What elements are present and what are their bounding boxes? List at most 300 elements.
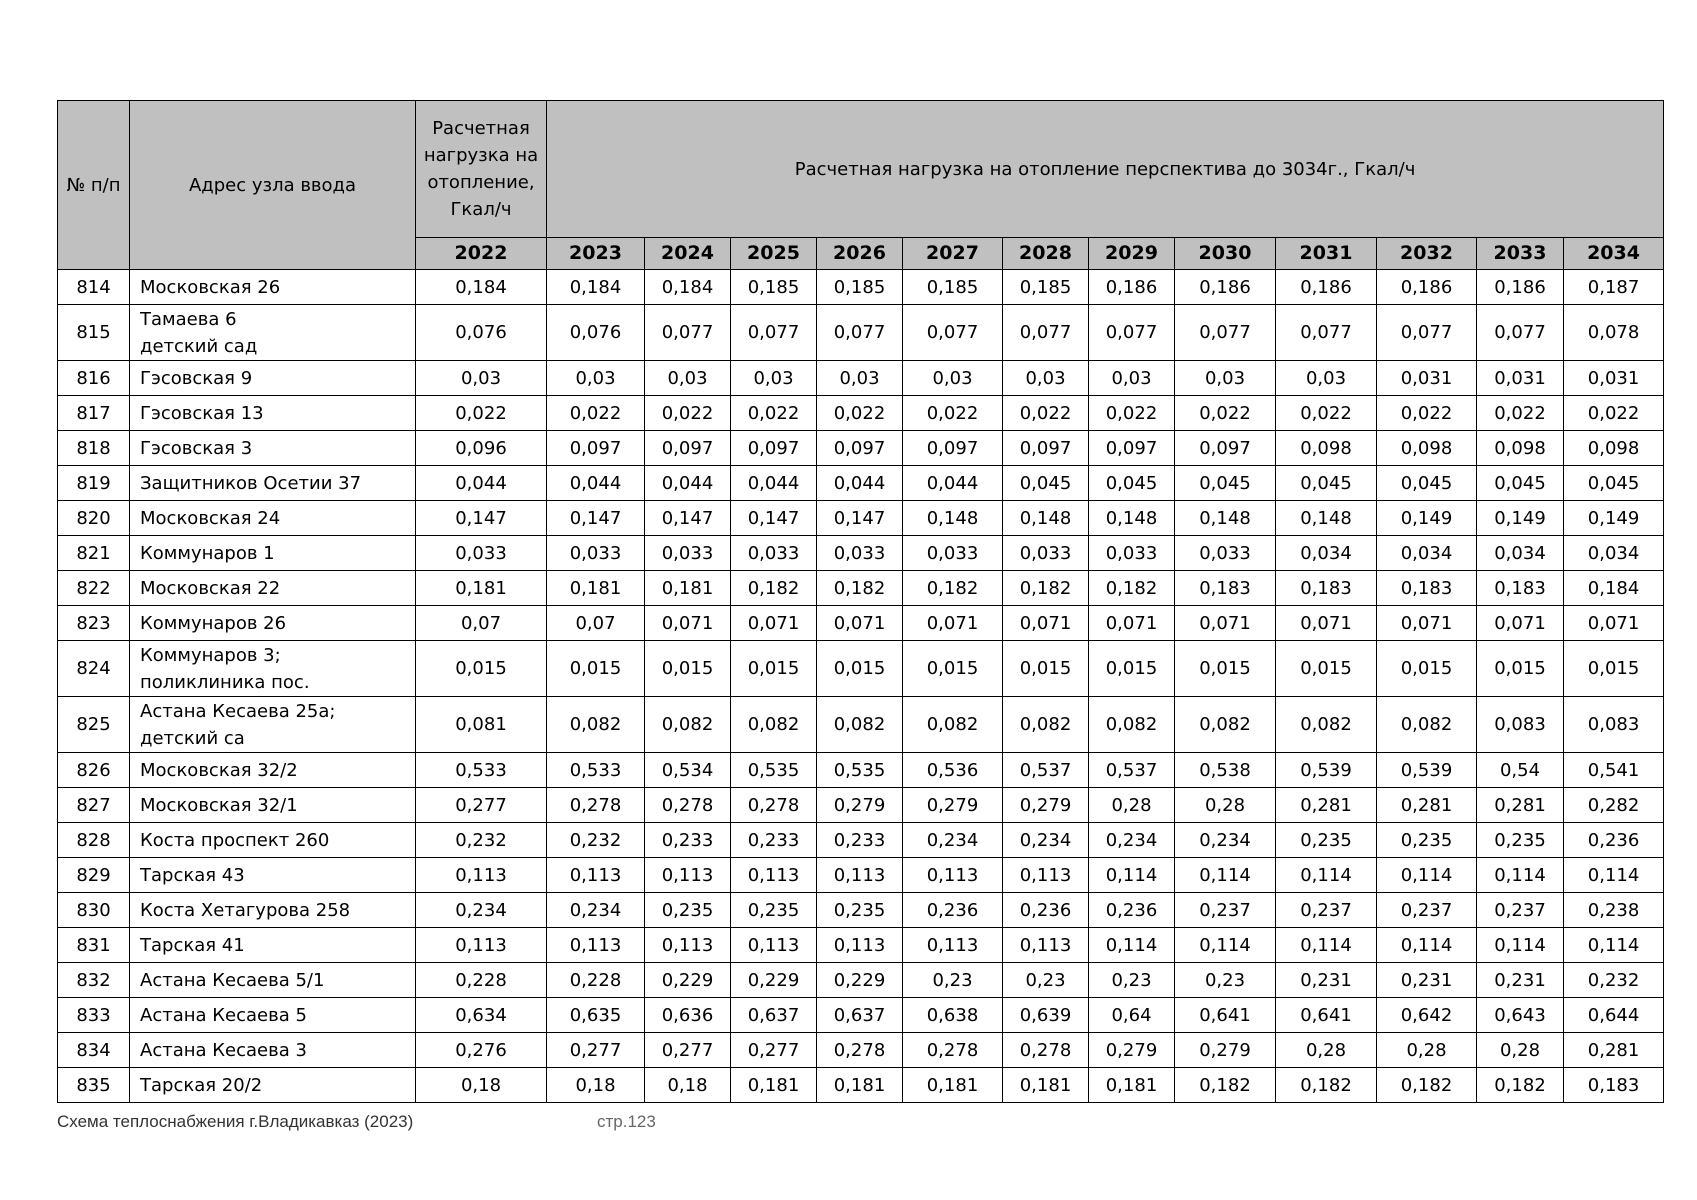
heat-load-table <box>57 100 1664 1103</box>
forecast-load-value: 0,03 <box>731 361 817 396</box>
forecast-load-value: 0,031 <box>1477 361 1564 396</box>
table-row <box>58 928 1664 963</box>
forecast-load-value: 0,022 <box>1175 396 1276 431</box>
address-line: Московская 32/2 <box>140 759 298 781</box>
header-base-year: 2022 <box>416 238 547 270</box>
address-line: Тарская 41 <box>140 934 245 956</box>
forecast-load-value: 0,539 <box>1377 753 1477 788</box>
forecast-load-value: 0,28 <box>1477 1033 1564 1068</box>
forecast-load-value: 0,082 <box>1003 697 1089 753</box>
forecast-load-value: 0,181 <box>645 571 731 606</box>
forecast-load-value: 0,282 <box>1564 788 1664 823</box>
forecast-load-value: 0,034 <box>1377 536 1477 571</box>
base-load-value: 0,277 <box>416 788 547 823</box>
address-cell <box>130 270 416 305</box>
address-line: детский са <box>140 727 245 749</box>
forecast-load-value: 0,28 <box>1089 788 1175 823</box>
forecast-load-value: 0,237 <box>1276 893 1377 928</box>
address-line: Астана Кесаева 25а; <box>140 700 336 722</box>
forecast-load-value: 0,229 <box>645 963 731 998</box>
base-load-value: 0,033 <box>416 536 547 571</box>
base-load-value: 0,113 <box>416 858 547 893</box>
forecast-load-value: 0,181 <box>731 1068 817 1103</box>
forecast-load-value: 0,07 <box>547 606 645 641</box>
forecast-load-value: 0,082 <box>1276 697 1377 753</box>
forecast-load-value: 0,235 <box>731 893 817 928</box>
forecast-load-value: 0,234 <box>547 893 645 928</box>
forecast-load-value: 0,281 <box>1377 788 1477 823</box>
forecast-load-value: 0,637 <box>817 998 903 1033</box>
forecast-load-value: 0,147 <box>547 501 645 536</box>
header-year-2026: 2026 <box>817 238 903 270</box>
footer-page-number: стр.123 <box>597 1112 656 1131</box>
forecast-load-value: 0,182 <box>1089 571 1175 606</box>
forecast-load-value: 0,147 <box>731 501 817 536</box>
address-cell <box>130 823 416 858</box>
table-row <box>58 361 1664 396</box>
forecast-load-value: 0,113 <box>645 858 731 893</box>
forecast-load-value: 0,536 <box>903 753 1003 788</box>
forecast-load-value: 0,184 <box>1564 571 1664 606</box>
row-number: 818 <box>58 431 130 466</box>
header-year-2029: 2029 <box>1089 238 1175 270</box>
forecast-load-value: 0,044 <box>903 466 1003 501</box>
header-year-2027: 2027 <box>903 238 1003 270</box>
address-line: детский сад <box>140 335 258 357</box>
forecast-load-value: 0,185 <box>817 270 903 305</box>
address-cell <box>130 697 416 753</box>
forecast-load-value: 0,077 <box>1477 305 1564 361</box>
forecast-load-value: 0,182 <box>903 571 1003 606</box>
base-load-value: 0,044 <box>416 466 547 501</box>
row-number: 814 <box>58 270 130 305</box>
forecast-load-value: 0,082 <box>547 697 645 753</box>
forecast-load-value: 0,03 <box>645 361 731 396</box>
forecast-load-value: 0,236 <box>1089 893 1175 928</box>
forecast-load-value: 0,643 <box>1477 998 1564 1033</box>
forecast-load-value: 0,183 <box>1377 571 1477 606</box>
header-year-2028: 2028 <box>1003 238 1089 270</box>
forecast-load-value: 0,114 <box>1276 928 1377 963</box>
forecast-load-value: 0,186 <box>1477 270 1564 305</box>
forecast-load-value: 0,033 <box>903 536 1003 571</box>
table-row <box>58 697 1664 753</box>
address-cell <box>130 788 416 823</box>
forecast-load-value: 0,183 <box>1276 571 1377 606</box>
table-header <box>58 101 1664 270</box>
forecast-load-value: 0,077 <box>731 305 817 361</box>
forecast-load-value: 0,277 <box>547 1033 645 1068</box>
base-load-value: 0,18 <box>416 1068 547 1103</box>
forecast-load-value: 0,234 <box>1089 823 1175 858</box>
forecast-load-value: 0,234 <box>1003 823 1089 858</box>
forecast-load-value: 0,278 <box>547 788 645 823</box>
forecast-load-value: 0,182 <box>1003 571 1089 606</box>
forecast-load-value: 0,182 <box>1276 1068 1377 1103</box>
row-number: 829 <box>58 858 130 893</box>
address-cell <box>130 1068 416 1103</box>
header-forecast-load: Расчетная нагрузка на отопление перспектива до 3034г., Гкал/ч <box>547 101 1664 238</box>
forecast-load-value: 0,182 <box>731 571 817 606</box>
forecast-load-value: 0,022 <box>1089 396 1175 431</box>
forecast-load-value: 0,181 <box>1089 1068 1175 1103</box>
forecast-load-value: 0,044 <box>645 466 731 501</box>
row-number: 819 <box>58 466 130 501</box>
header-year-2025: 2025 <box>731 238 817 270</box>
forecast-load-value: 0,015 <box>1175 641 1276 697</box>
address-cell <box>130 998 416 1033</box>
forecast-load-value: 0,28 <box>1377 1033 1477 1068</box>
forecast-load-value: 0,022 <box>1276 396 1377 431</box>
address-cell <box>130 431 416 466</box>
forecast-load-value: 0,641 <box>1276 998 1377 1033</box>
address-line: Астана Кесаева 5 <box>140 1004 307 1026</box>
forecast-load-value: 0,098 <box>1276 431 1377 466</box>
address-line: Гэсовская 9 <box>140 367 253 389</box>
forecast-load-value: 0,071 <box>1377 606 1477 641</box>
address-cell <box>130 893 416 928</box>
forecast-load-value: 0,238 <box>1564 893 1664 928</box>
address-cell <box>130 858 416 893</box>
base-load-value: 0,096 <box>416 431 547 466</box>
table-row <box>58 396 1664 431</box>
forecast-load-value: 0,185 <box>1003 270 1089 305</box>
address-line: Коста Хетагурова 258 <box>140 899 351 921</box>
forecast-load-value: 0,114 <box>1564 858 1664 893</box>
address-cell <box>130 606 416 641</box>
forecast-load-value: 0,071 <box>1175 606 1276 641</box>
forecast-load-value: 0,148 <box>903 501 1003 536</box>
forecast-load-value: 0,113 <box>903 858 1003 893</box>
forecast-load-value: 0,077 <box>903 305 1003 361</box>
row-number: 815 <box>58 305 130 361</box>
address-line: Коммунаров 1 <box>140 542 275 564</box>
forecast-load-value: 0,64 <box>1089 998 1175 1033</box>
forecast-load-value: 0,231 <box>1276 963 1377 998</box>
table-row <box>58 606 1664 641</box>
forecast-load-value: 0,015 <box>1564 641 1664 697</box>
forecast-load-value: 0,281 <box>1276 788 1377 823</box>
forecast-load-value: 0,022 <box>1564 396 1664 431</box>
row-number: 833 <box>58 998 130 1033</box>
forecast-load-value: 0,184 <box>645 270 731 305</box>
forecast-load-value: 0,03 <box>817 361 903 396</box>
forecast-load-value: 0,237 <box>1175 893 1276 928</box>
forecast-load-value: 0,181 <box>817 1068 903 1103</box>
forecast-load-value: 0,077 <box>817 305 903 361</box>
forecast-load-value: 0,535 <box>817 753 903 788</box>
forecast-load-value: 0,097 <box>547 431 645 466</box>
forecast-load-value: 0,097 <box>1003 431 1089 466</box>
forecast-load-value: 0,03 <box>1003 361 1089 396</box>
table-row <box>58 788 1664 823</box>
forecast-load-value: 0,071 <box>903 606 1003 641</box>
forecast-load-value: 0,113 <box>645 928 731 963</box>
forecast-load-value: 0,186 <box>1089 270 1175 305</box>
forecast-load-value: 0,637 <box>731 998 817 1033</box>
forecast-load-value: 0,28 <box>1175 788 1276 823</box>
base-load-value: 0,533 <box>416 753 547 788</box>
forecast-load-value: 0,183 <box>1175 571 1276 606</box>
forecast-load-value: 0,231 <box>1377 963 1477 998</box>
forecast-load-value: 0,278 <box>645 788 731 823</box>
forecast-load-value: 0,232 <box>547 823 645 858</box>
forecast-load-value: 0,034 <box>1564 536 1664 571</box>
forecast-load-value: 0,071 <box>1564 606 1664 641</box>
forecast-load-value: 0,077 <box>1377 305 1477 361</box>
address-cell <box>130 396 416 431</box>
forecast-load-value: 0,182 <box>1377 1068 1477 1103</box>
forecast-load-value: 0,113 <box>817 928 903 963</box>
forecast-load-value: 0,278 <box>903 1033 1003 1068</box>
forecast-load-value: 0,022 <box>1377 396 1477 431</box>
forecast-load-value: 0,184 <box>547 270 645 305</box>
header-year-2030: 2030 <box>1175 238 1276 270</box>
forecast-load-value: 0,147 <box>645 501 731 536</box>
forecast-load-value: 0,23 <box>1003 963 1089 998</box>
forecast-load-value: 0,279 <box>817 788 903 823</box>
address-line: Московская 24 <box>140 507 281 529</box>
forecast-load-value: 0,535 <box>731 753 817 788</box>
header-base-load: Расчетная нагрузка на отопление, Гкал/ч <box>416 101 547 238</box>
forecast-load-value: 0,114 <box>1477 858 1564 893</box>
forecast-load-value: 0,187 <box>1564 270 1664 305</box>
table-row <box>58 641 1664 697</box>
table-row <box>58 893 1664 928</box>
forecast-load-value: 0,082 <box>645 697 731 753</box>
header-year-2034: 2034 <box>1564 238 1664 270</box>
forecast-load-value: 0,033 <box>645 536 731 571</box>
forecast-load-value: 0,082 <box>1377 697 1477 753</box>
forecast-load-value: 0,077 <box>1276 305 1377 361</box>
base-load-value: 0,228 <box>416 963 547 998</box>
forecast-load-value: 0,015 <box>645 641 731 697</box>
forecast-load-value: 0,642 <box>1377 998 1477 1033</box>
row-number: 825 <box>58 697 130 753</box>
base-load-value: 0,232 <box>416 823 547 858</box>
forecast-load-value: 0,071 <box>1003 606 1089 641</box>
forecast-load-value: 0,022 <box>817 396 903 431</box>
forecast-load-value: 0,113 <box>731 858 817 893</box>
forecast-load-value: 0,114 <box>1276 858 1377 893</box>
forecast-load-value: 0,114 <box>1089 858 1175 893</box>
table-row <box>58 753 1664 788</box>
forecast-load-value: 0,022 <box>1477 396 1564 431</box>
table-row <box>58 305 1664 361</box>
base-load-value: 0,03 <box>416 361 547 396</box>
address-line: Московская 26 <box>140 276 281 298</box>
address-cell <box>130 753 416 788</box>
forecast-load-value: 0,083 <box>1477 697 1564 753</box>
forecast-load-value: 0,082 <box>1175 697 1276 753</box>
table-body <box>58 270 1664 1103</box>
address-cell <box>130 571 416 606</box>
forecast-load-value: 0,182 <box>1477 1068 1564 1103</box>
footer-document-title: Схема теплоснабжения г.Владикавказ (2023) <box>57 1112 414 1131</box>
forecast-load-value: 0,236 <box>1564 823 1664 858</box>
forecast-load-value: 0,03 <box>903 361 1003 396</box>
address-line: Астана Кесаева 3 <box>140 1039 307 1061</box>
forecast-load-value: 0,071 <box>731 606 817 641</box>
forecast-load-value: 0,279 <box>1089 1033 1175 1068</box>
forecast-load-value: 0,045 <box>1175 466 1276 501</box>
forecast-load-value: 0,083 <box>1564 697 1664 753</box>
forecast-load-value: 0,277 <box>645 1033 731 1068</box>
address-line: Московская 22 <box>140 577 281 599</box>
forecast-load-value: 0,076 <box>547 305 645 361</box>
forecast-load-value: 0,045 <box>1003 466 1089 501</box>
forecast-load-value: 0,03 <box>1175 361 1276 396</box>
forecast-load-value: 0,114 <box>1564 928 1664 963</box>
row-number: 835 <box>58 1068 130 1103</box>
table-row <box>58 466 1664 501</box>
forecast-load-value: 0,077 <box>1175 305 1276 361</box>
forecast-load-value: 0,149 <box>1377 501 1477 536</box>
forecast-load-value: 0,071 <box>645 606 731 641</box>
forecast-load-value: 0,236 <box>1003 893 1089 928</box>
forecast-load-value: 0,232 <box>1564 963 1664 998</box>
forecast-load-value: 0,235 <box>817 893 903 928</box>
forecast-load-value: 0,237 <box>1477 893 1564 928</box>
row-number: 831 <box>58 928 130 963</box>
forecast-load-value: 0,045 <box>1477 466 1564 501</box>
forecast-load-value: 0,233 <box>645 823 731 858</box>
forecast-load-value: 0,235 <box>645 893 731 928</box>
forecast-load-value: 0,185 <box>731 270 817 305</box>
forecast-load-value: 0,113 <box>731 928 817 963</box>
address-line: Астана Кесаева 5/1 <box>140 969 325 991</box>
forecast-load-value: 0,534 <box>645 753 731 788</box>
base-load-value: 0,081 <box>416 697 547 753</box>
forecast-load-value: 0,097 <box>903 431 1003 466</box>
forecast-load-value: 0,045 <box>1564 466 1664 501</box>
forecast-load-value: 0,113 <box>1003 928 1089 963</box>
table-row <box>58 998 1664 1033</box>
forecast-load-value: 0,071 <box>1477 606 1564 641</box>
row-number: 826 <box>58 753 130 788</box>
forecast-load-value: 0,235 <box>1377 823 1477 858</box>
forecast-load-value: 0,082 <box>903 697 1003 753</box>
forecast-load-value: 0,097 <box>731 431 817 466</box>
forecast-load-value: 0,537 <box>1089 753 1175 788</box>
header-year-2024: 2024 <box>645 238 731 270</box>
forecast-load-value: 0,033 <box>1003 536 1089 571</box>
forecast-load-value: 0,281 <box>1564 1033 1664 1068</box>
forecast-load-value: 0,077 <box>645 305 731 361</box>
table-row <box>58 858 1664 893</box>
address-line: Московская 32/1 <box>140 794 298 816</box>
forecast-load-value: 0,015 <box>903 641 1003 697</box>
address-line: Гэсовская 13 <box>140 402 264 424</box>
forecast-load-value: 0,114 <box>1175 928 1276 963</box>
forecast-load-value: 0,23 <box>1089 963 1175 998</box>
forecast-load-value: 0,638 <box>903 998 1003 1033</box>
forecast-load-value: 0,044 <box>731 466 817 501</box>
forecast-load-value: 0,031 <box>1564 361 1664 396</box>
forecast-load-value: 0,233 <box>731 823 817 858</box>
forecast-load-value: 0,181 <box>903 1068 1003 1103</box>
forecast-load-value: 0,28 <box>1276 1033 1377 1068</box>
forecast-load-value: 0,636 <box>645 998 731 1033</box>
forecast-load-value: 0,097 <box>645 431 731 466</box>
address-line: поликлиника пос. <box>140 671 310 693</box>
header-year-2033: 2033 <box>1477 238 1564 270</box>
page-footer <box>57 1112 1663 1136</box>
table-row <box>58 431 1664 466</box>
forecast-load-value: 0,077 <box>1089 305 1175 361</box>
header-year-2032: 2032 <box>1377 238 1477 270</box>
table-row <box>58 1068 1664 1103</box>
forecast-load-value: 0,071 <box>1276 606 1377 641</box>
row-number: 820 <box>58 501 130 536</box>
address-cell <box>130 305 416 361</box>
forecast-load-value: 0,228 <box>547 963 645 998</box>
forecast-load-value: 0,015 <box>817 641 903 697</box>
forecast-load-value: 0,231 <box>1477 963 1564 998</box>
forecast-load-value: 0,278 <box>1003 1033 1089 1068</box>
forecast-load-value: 0,113 <box>547 858 645 893</box>
table-row <box>58 571 1664 606</box>
header-address: Адрес узла ввода <box>130 101 416 270</box>
address-line: Тарская 43 <box>140 864 245 886</box>
forecast-load-value: 0,114 <box>1175 858 1276 893</box>
forecast-load-value: 0,277 <box>731 1033 817 1068</box>
forecast-load-value: 0,044 <box>817 466 903 501</box>
forecast-load-value: 0,229 <box>817 963 903 998</box>
forecast-load-value: 0,097 <box>1089 431 1175 466</box>
forecast-load-value: 0,235 <box>1276 823 1377 858</box>
forecast-load-value: 0,541 <box>1564 753 1664 788</box>
forecast-load-value: 0,148 <box>1089 501 1175 536</box>
forecast-load-value: 0,082 <box>731 697 817 753</box>
address-cell <box>130 501 416 536</box>
forecast-load-value: 0,033 <box>1175 536 1276 571</box>
forecast-load-value: 0,044 <box>547 466 645 501</box>
forecast-load-value: 0,031 <box>1377 361 1477 396</box>
forecast-load-value: 0,082 <box>817 697 903 753</box>
forecast-load-value: 0,022 <box>903 396 1003 431</box>
forecast-load-value: 0,278 <box>817 1033 903 1068</box>
forecast-load-value: 0,233 <box>817 823 903 858</box>
base-load-value: 0,184 <box>416 270 547 305</box>
address-cell <box>130 466 416 501</box>
forecast-load-value: 0,015 <box>1477 641 1564 697</box>
address-line: Коммунаров 3; <box>140 644 281 666</box>
forecast-load-value: 0,114 <box>1377 858 1477 893</box>
forecast-load-value: 0,045 <box>1276 466 1377 501</box>
address-cell <box>130 536 416 571</box>
forecast-load-value: 0,23 <box>1175 963 1276 998</box>
forecast-load-value: 0,033 <box>1089 536 1175 571</box>
forecast-load-value: 0,045 <box>1089 466 1175 501</box>
forecast-load-value: 0,539 <box>1276 753 1377 788</box>
forecast-load-value: 0,148 <box>1175 501 1276 536</box>
forecast-load-value: 0,186 <box>1377 270 1477 305</box>
forecast-load-value: 0,082 <box>1089 697 1175 753</box>
forecast-load-value: 0,114 <box>1477 928 1564 963</box>
forecast-load-value: 0,033 <box>817 536 903 571</box>
forecast-load-value: 0,235 <box>1477 823 1564 858</box>
row-number: 834 <box>58 1033 130 1068</box>
forecast-load-value: 0,186 <box>1175 270 1276 305</box>
row-number: 830 <box>58 893 130 928</box>
table-row <box>58 536 1664 571</box>
forecast-load-value: 0,148 <box>1276 501 1377 536</box>
forecast-load-value: 0,113 <box>547 928 645 963</box>
forecast-load-value: 0,182 <box>817 571 903 606</box>
base-load-value: 0,022 <box>416 396 547 431</box>
row-number: 824 <box>58 641 130 697</box>
